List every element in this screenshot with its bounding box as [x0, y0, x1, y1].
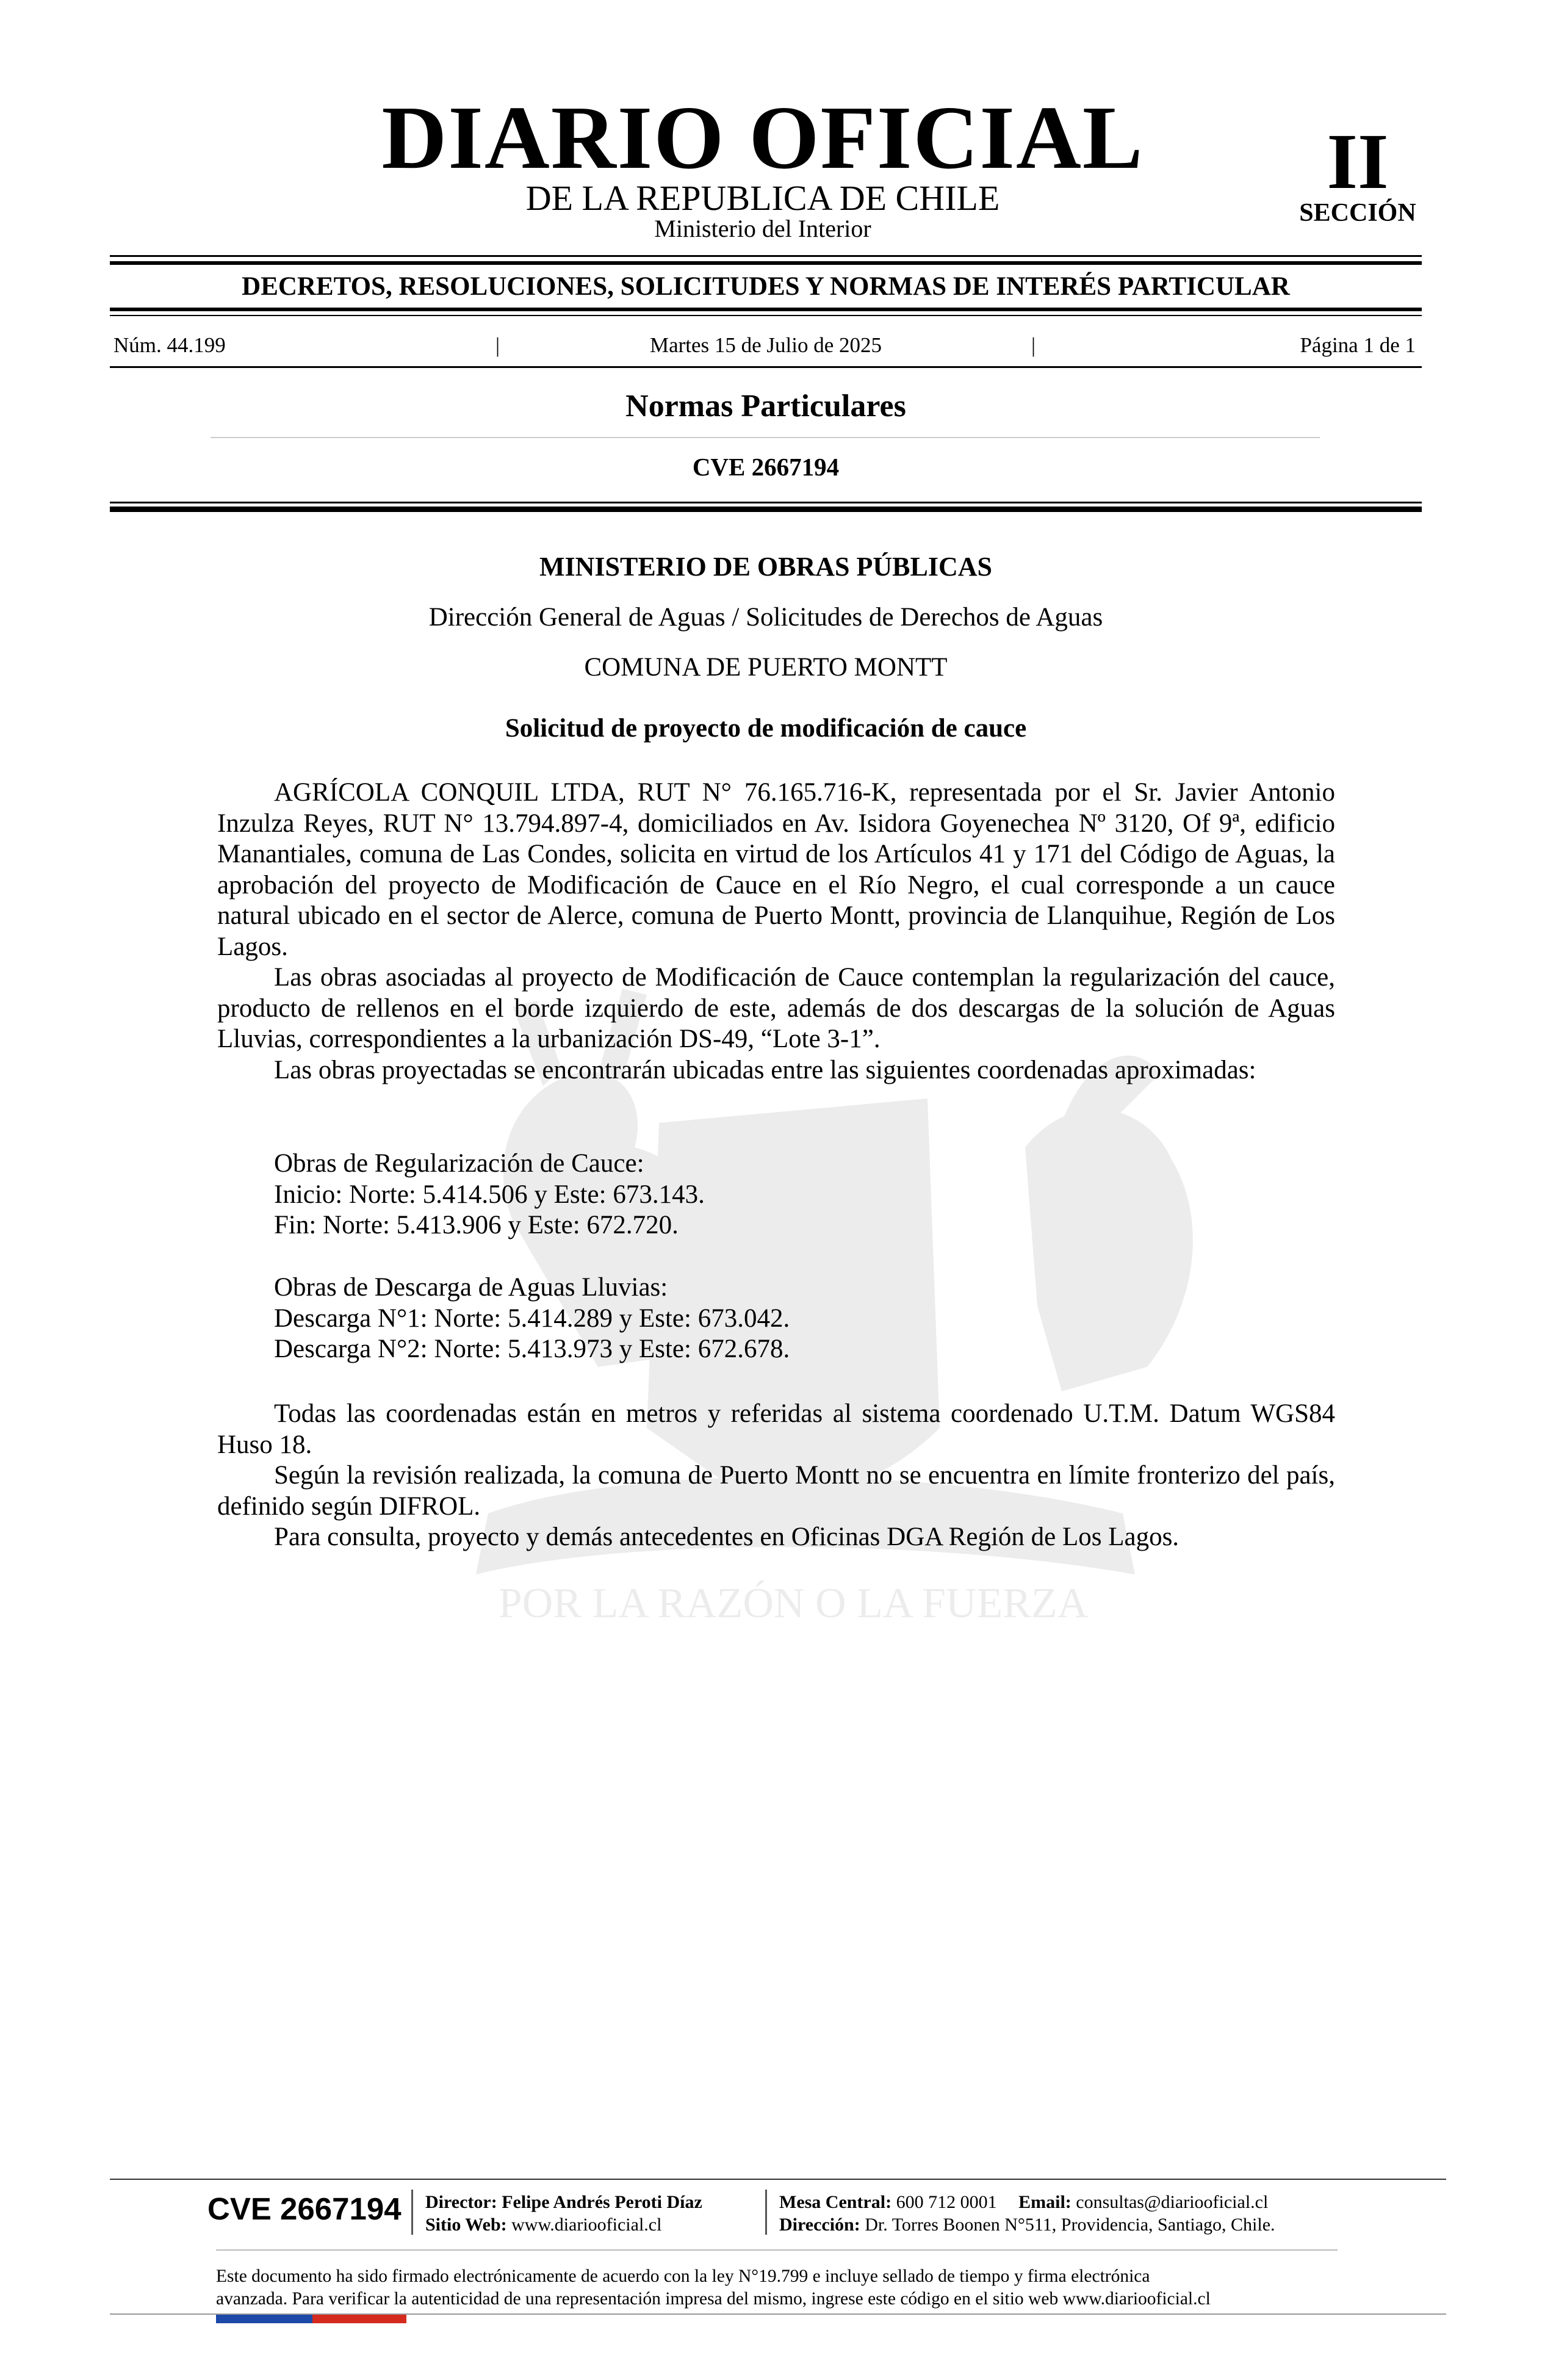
cve-code: CVE 2667194 — [692, 453, 840, 481]
email-link[interactable]: consultas@diariooficial.cl — [1076, 2192, 1269, 2212]
section-label: SECCIÓN — [1299, 199, 1416, 227]
document-direction: Dirección General de Aguas / Solicitudes de Derechos de Aguas — [428, 603, 1103, 632]
footer-website — [425, 2213, 661, 2236]
footer-cve-code: CVE 2667194 — [207, 2191, 402, 2226]
footer-director — [425, 2191, 702, 2213]
rule — [110, 507, 1422, 512]
rule — [110, 366, 1422, 368]
document-title: Solicitud de proyecto de modificación de cauce — [505, 714, 1027, 743]
coords-line: Descarga N°1: Norte: 5.414.289 y Este: 673.042. — [274, 1304, 790, 1333]
document-commune: COMUNA DE PUERTO MONTT — [584, 653, 948, 682]
thin-divider — [211, 437, 1320, 438]
rule — [110, 315, 1422, 316]
issue-date: Martes 15 de Julio de 2025 — [649, 333, 882, 357]
paragraph: Todas las coordenadas están en metros y referidas al sistema coordenado U.T.M. Datum WGS84 Huso 18. — [217, 1399, 1335, 1459]
watermark-motto: POR LA RAZÓN O LA FUERZA — [498, 1580, 1089, 1627]
mesa-phone: 600 712 0001 — [896, 2192, 997, 2212]
footer-legal-note — [216, 2265, 1338, 2310]
paragraph: AGRÍCOLA CONQUIL LTDA, RUT N° 76.165.716-K, representada por el Sr. Javier Antonio Inzulza Reyes, RUT N° 13.794.897-4, domiciliados en Av. Isidora Goyenechea Nº 3120, Of 9ª, edificio Manantiales, comuna de Las Condes, solicita en virtud de los Artículos 41 y 171 del Código de Aguas, la aprobación del proyecto de Modificación de Cauce en el Río Negro, el cual corresponde a un cauce natural ubicado en el sector de Alerce, comuna de Puerto Montt, provincia de Llanquihue, Región de Los Lagos. — [217, 778, 1335, 961]
rule — [110, 255, 1422, 257]
body-paragraphs — [217, 777, 1335, 1086]
director-label: Director: — [425, 2192, 497, 2212]
rule — [110, 502, 1422, 503]
coords-heading: Obras de Regularización de Cauce: — [274, 1149, 644, 1178]
web-link[interactable]: www.diariooficial.cl — [511, 2215, 662, 2235]
address-label: Dirección: — [779, 2215, 860, 2235]
newspaper-title: DIARIO OFICIAL — [381, 88, 1144, 188]
issue-separator: | — [1031, 333, 1036, 357]
web-label: Sitio Web: — [425, 2215, 507, 2235]
legal-note-line: Este documento ha sido firmado electrónicamente de acuerdo con la ley N°19.799 e incluye sellado de tiempo y firma electrónica — [216, 2266, 1150, 2286]
rule — [110, 261, 1422, 265]
paragraph: Las obras asociadas al proyecto de Modificación de Cauce contemplan la regularización del cauce, producto de rellenos en el borde izquierdo de este, además de dos descargas de la solución de Aguas Lluvias, correspondientes a la urbanización DS-49, “Lote 3-1”. — [217, 963, 1335, 1053]
flag-stripe-red — [312, 2315, 406, 2323]
footer-separator — [411, 2190, 413, 2235]
discharge-coordinates — [274, 1272, 1311, 1365]
issue-number: Núm. 44.199 — [113, 333, 226, 357]
category-title: Normas Particulares — [625, 389, 906, 424]
footer-address — [779, 2213, 1275, 2236]
mesa-label: Mesa Central: — [779, 2192, 892, 2212]
footer-rule — [110, 2179, 1446, 2180]
coords-line: Inicio: Norte: 5.414.506 y Este: 673.143. — [274, 1180, 705, 1209]
coords-line: Fin: Norte: 5.413.906 y Este: 672.720. — [274, 1211, 679, 1239]
director-name: Felipe Andrés Peroti Díaz — [502, 2192, 702, 2212]
address-text: Dr. Torres Boonen N°511, Providencia, Santiago, Chile. — [865, 2215, 1275, 2235]
newspaper-subtitle: DE LA REPUBLICA DE CHILE — [525, 178, 1000, 218]
legal-note-line: avanzada. Para verificar la autenticidad de una representación impresa del mismo, ingrese este código en el sitio web www.diariooficial.cl — [216, 2289, 1211, 2309]
section-heading: DECRETOS, RESOLUCIONES, SOLICITUDES Y NORMAS DE INTERÉS PARTICULAR — [242, 272, 1290, 301]
rule — [110, 308, 1422, 311]
paragraph: Las obras proyectadas se encontrarán ubicadas entre las siguientes coordenadas aproximadas: — [274, 1055, 1256, 1084]
closing-paragraphs — [217, 1399, 1335, 1553]
coords-line: Descarga N°2: Norte: 5.413.973 y Este: 672.678. — [274, 1335, 790, 1363]
page-indicator: Página 1 de 1 — [1300, 333, 1416, 357]
document-ministry: MINISTERIO DE OBRAS PÚBLICAS — [539, 552, 993, 582]
issue-separator: | — [495, 333, 500, 357]
section-number: II — [1327, 118, 1389, 206]
footer-separator — [765, 2190, 767, 2235]
paragraph: Para consulta, proyecto y demás antecedentes en Oficinas DGA Región de Los Lagos. — [274, 1523, 1180, 1551]
regularization-coordinates — [274, 1149, 1311, 1241]
ministry-line: Ministerio del Interior — [654, 215, 871, 242]
footer-contact — [779, 2191, 1268, 2213]
email-label: Email: — [1018, 2192, 1072, 2212]
paragraph: Según la revisión realizada, la comuna de Puerto Montt no se encuentra en límite fronterizo del país, definido según DIFROL. — [217, 1461, 1335, 1521]
flag-stripe-blue — [216, 2315, 312, 2323]
coords-heading: Obras de Descarga de Aguas Lluvias: — [274, 1273, 668, 1302]
footer-divider — [216, 2249, 1338, 2251]
